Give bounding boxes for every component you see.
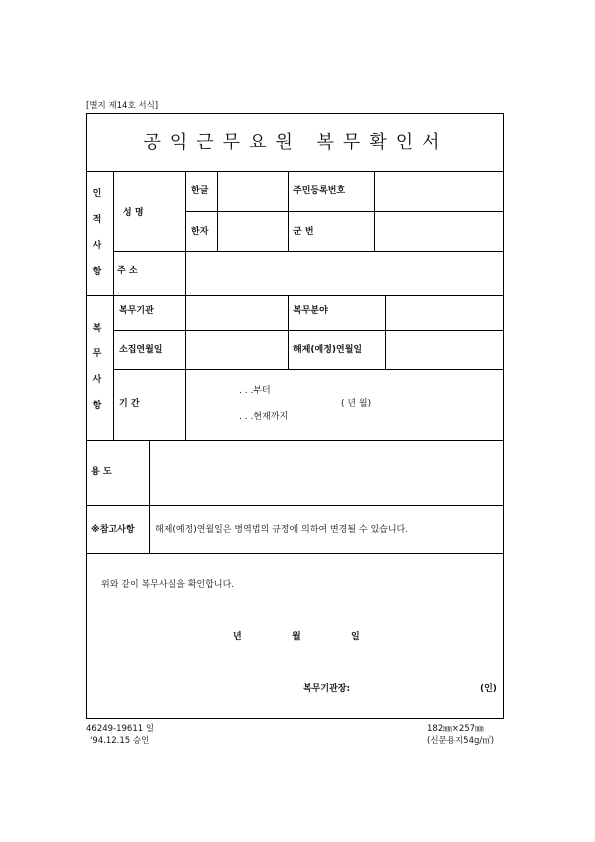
address-row-top	[113, 251, 504, 252]
form-label: [별지 제14호 서식]	[86, 101, 159, 111]
personal-section-char-1: 인	[92, 189, 102, 199]
service-section-char-1: 복	[92, 324, 102, 334]
personal-section-char-2: 적	[92, 215, 102, 225]
period-to: . . .현재까지	[239, 412, 289, 422]
agency-label: 복무기관	[119, 306, 154, 316]
date-year: 년	[233, 632, 242, 642]
service-no-label: 군 번	[293, 227, 314, 237]
note-text: 해제(예정)연월일은 병역법의 규정에 의하여 변경될 수 있습니다.	[155, 525, 409, 535]
note-divider	[149, 505, 150, 553]
footer-paper: (신문용지54g/㎡)	[427, 736, 495, 746]
service-section-char-3: 사	[92, 375, 102, 385]
enlist-row-bottom	[113, 369, 504, 370]
field-divider-right	[385, 295, 386, 369]
resident-no-divider-left	[288, 171, 289, 251]
name-label: 성 명	[123, 208, 144, 218]
service-section-divider	[113, 295, 114, 440]
footer-size: 182㎜×257㎜	[427, 724, 484, 734]
field-divider-left	[288, 295, 289, 369]
confirmation-form	[86, 113, 504, 719]
period-from: . . .부터	[239, 386, 271, 396]
note-row-bottom	[87, 553, 504, 554]
name-row-divider	[185, 211, 504, 212]
footer-approved: '94.12.15 승인	[90, 736, 150, 746]
confirm-text: 위와 같이 복무사실을 확인합니다.	[101, 580, 235, 590]
hangul-label: 한글	[191, 186, 209, 196]
footer-code: 46249-19611 일	[86, 724, 155, 734]
hanja-label: 한자	[191, 227, 209, 237]
resident-no-divider-right	[374, 171, 375, 251]
note-label: ※참고사항	[91, 525, 135, 535]
date-month: 월	[292, 632, 301, 642]
title-divider	[87, 171, 504, 172]
form-title: 공익근무요원 복무확인서	[143, 132, 449, 153]
date-day: 일	[351, 632, 360, 642]
purpose-divider	[149, 440, 150, 505]
signer-label: 복무기관장:	[303, 684, 351, 694]
seal-mark: (인)	[480, 684, 497, 694]
service-section-char-2: 무	[92, 349, 102, 359]
period-duration: ( 년 월)	[341, 399, 372, 409]
enlist-date-label: 소집연월일	[119, 345, 163, 355]
personal-section-divider	[113, 171, 114, 295]
service-section-char-4: 항	[92, 401, 102, 411]
personal-section-char-4: 항	[92, 267, 102, 277]
discharge-date-label: 해제(예정)연월일	[293, 345, 363, 355]
address-divider	[185, 251, 186, 295]
personal-section-bottom	[87, 295, 504, 296]
personal-section-char-3: 사	[92, 241, 102, 251]
purpose-label: 용 도	[91, 467, 112, 477]
resident-no-label: 주민등록번호	[293, 186, 346, 196]
agency-row-bottom	[113, 330, 504, 331]
field-label: 복무분야	[293, 306, 328, 316]
address-label: 주 소	[117, 266, 138, 276]
period-label: 기 간	[119, 399, 140, 409]
service-label-divider	[185, 295, 186, 440]
